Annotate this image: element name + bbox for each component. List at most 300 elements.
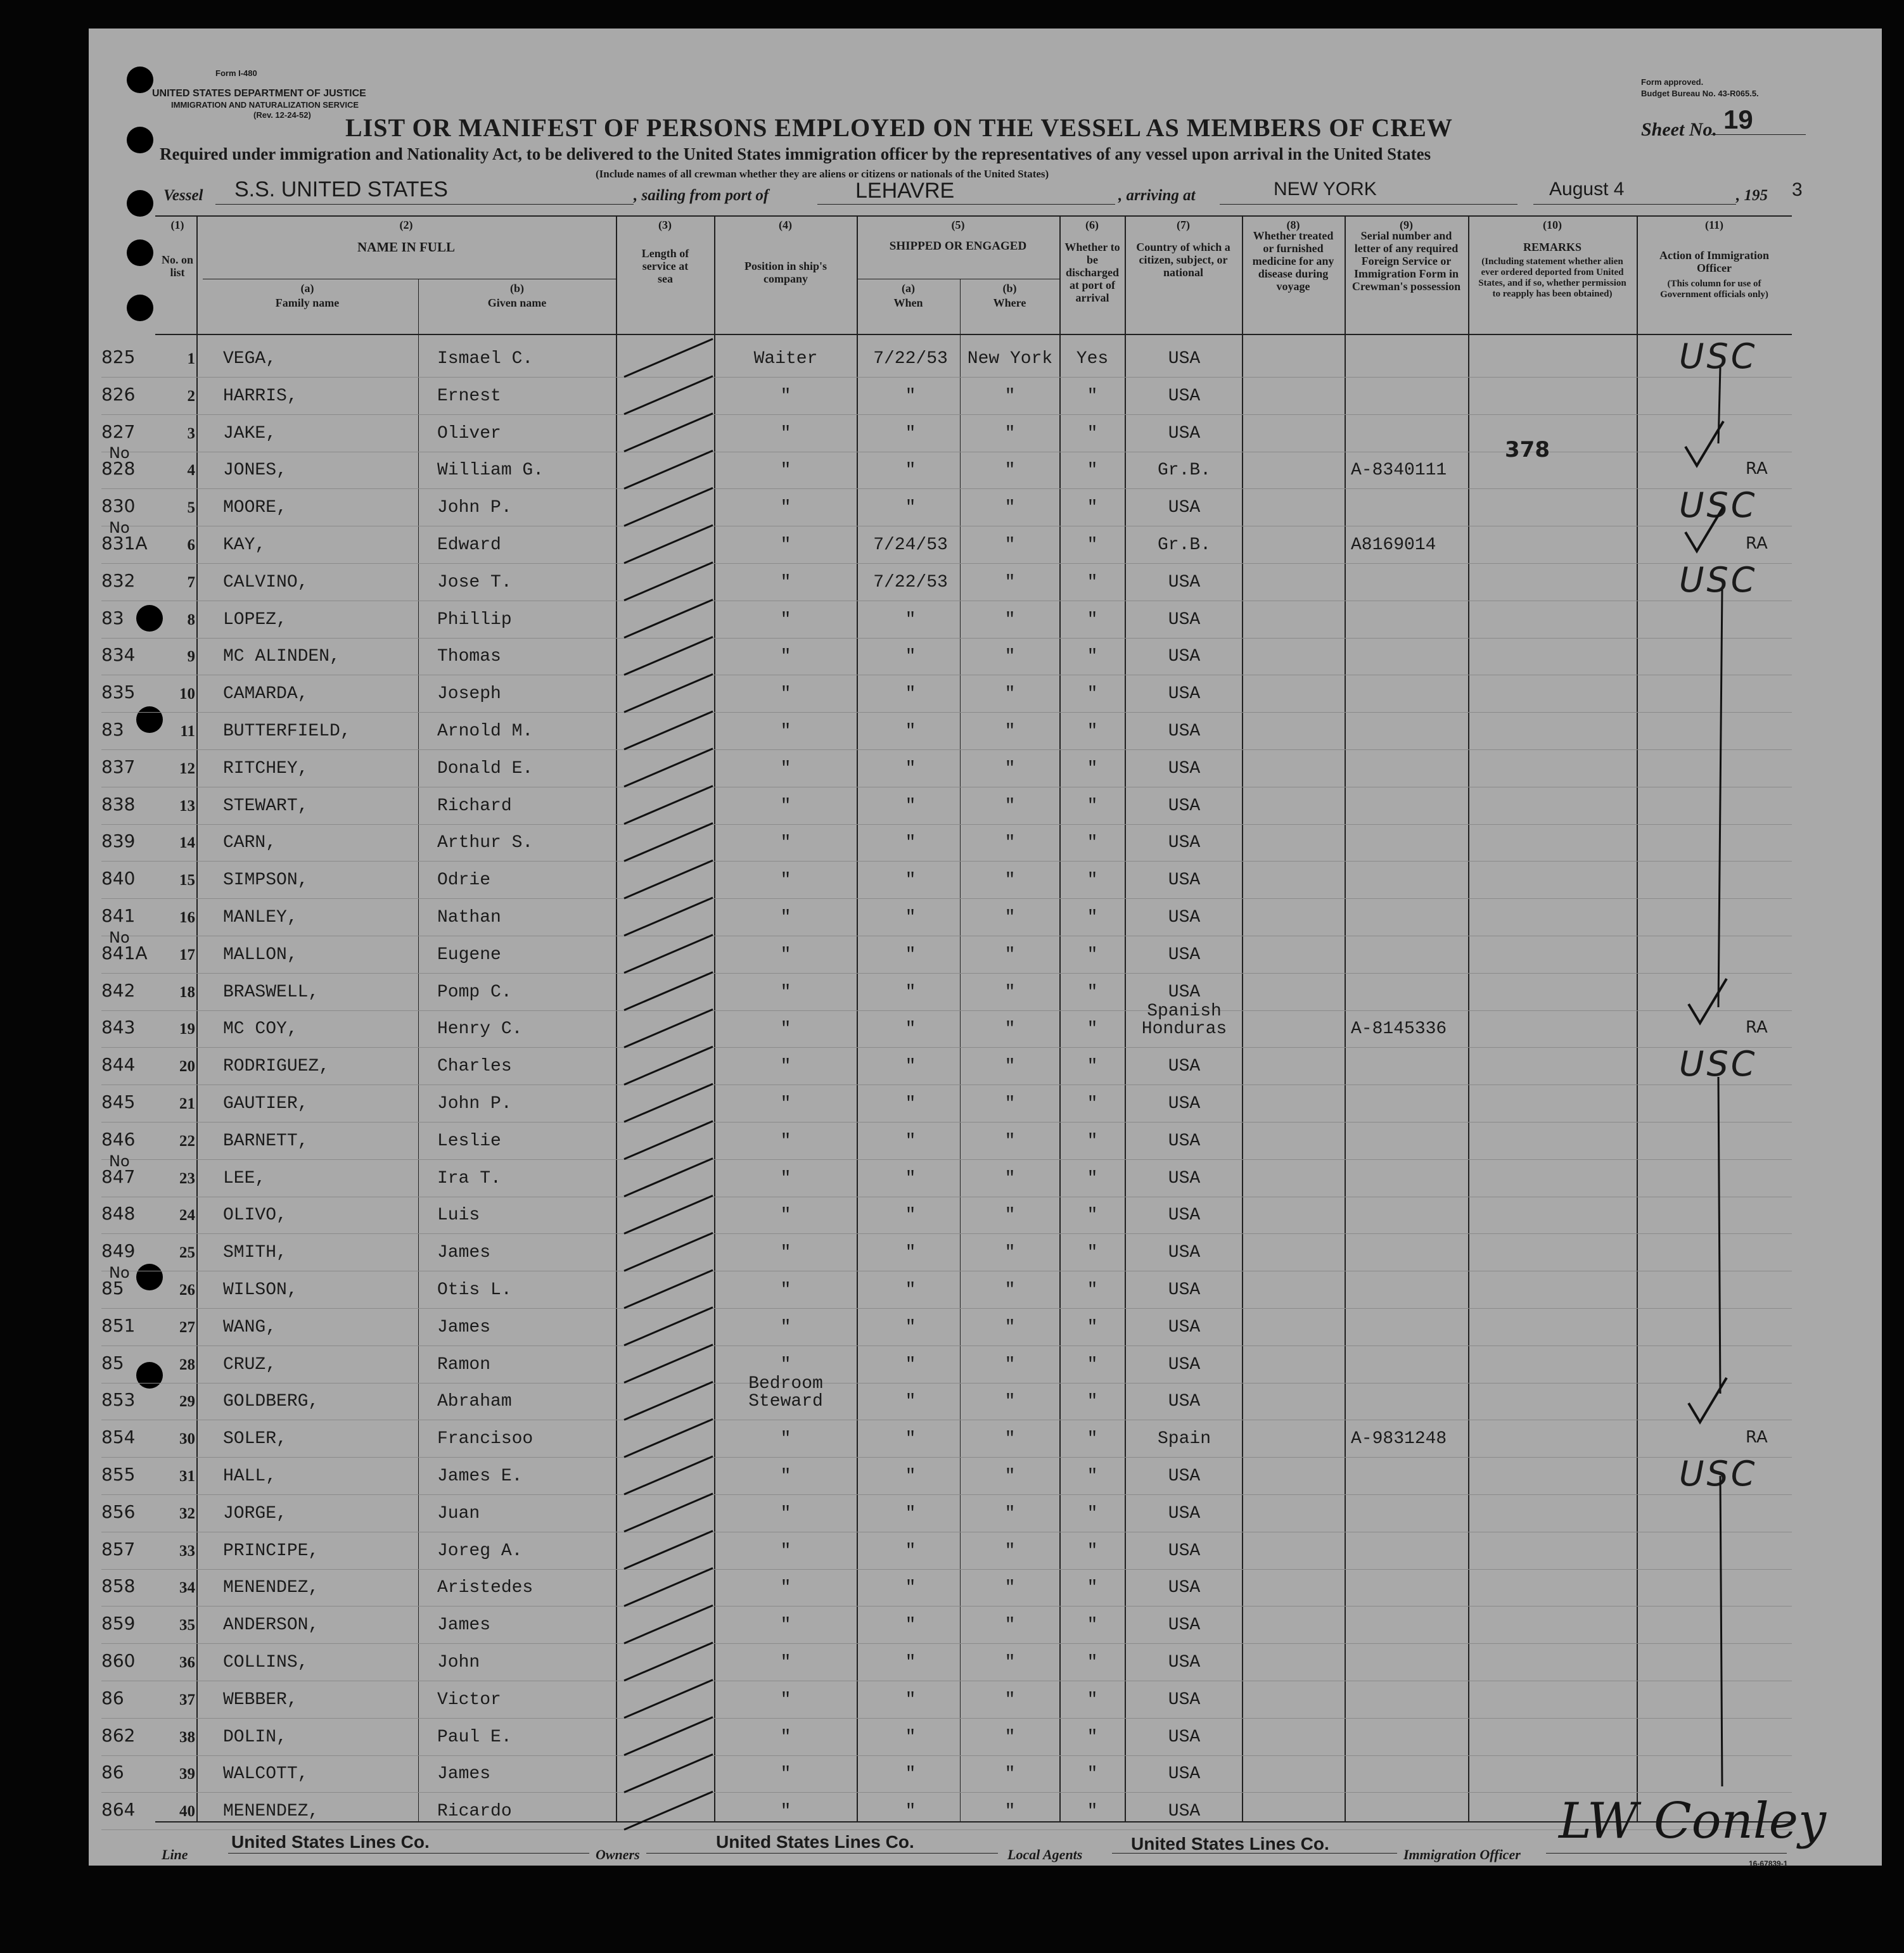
handwritten-list-number: 831A xyxy=(101,533,148,554)
cell-when: " xyxy=(905,945,916,965)
row-number: 4 xyxy=(187,462,195,480)
cell-given: John xyxy=(437,1653,480,1672)
col-header: NAME IN FULL xyxy=(357,239,455,255)
cell-family: SMITH, xyxy=(223,1243,287,1263)
cell-family: CAMARDA, xyxy=(223,684,309,704)
cell-when: " xyxy=(905,722,916,741)
col-number: (3) xyxy=(658,219,672,231)
col-number: (5) xyxy=(951,219,965,231)
handwritten-list-number: 844 xyxy=(101,1054,136,1076)
cell-discharge: " xyxy=(1087,1689,1098,1710)
cell-given: Arthur S. xyxy=(437,833,534,853)
row-number: 7 xyxy=(187,573,195,591)
subtitle: Required under immigration and Nationality Act, to be delivered to the United States immigration officer by the representatives of any vessel upon arrival in the United States xyxy=(160,144,1431,163)
cell-country: USA xyxy=(1168,758,1201,779)
cell-family: MC COY, xyxy=(223,1019,298,1040)
action-ra: RA xyxy=(1746,1428,1768,1447)
cell-position: " xyxy=(780,609,791,630)
cell-discharge: " xyxy=(1087,1354,1098,1375)
row-number: 15 xyxy=(179,872,195,889)
cell-family: CALVINO, xyxy=(223,572,309,592)
cell-given: Phillip xyxy=(437,609,512,630)
row-number: 2 xyxy=(187,387,195,405)
cell-family: LEE, xyxy=(223,1168,266,1188)
cell-serial: A-9831248 xyxy=(1351,1429,1447,1449)
col-header: When xyxy=(893,296,923,309)
cell-position: " xyxy=(780,535,791,555)
cell-where: New York xyxy=(967,349,1053,369)
cell-when: " xyxy=(905,1802,916,1822)
sheet-number: 19 xyxy=(1723,105,1753,134)
cell-discharge: " xyxy=(1087,1802,1098,1822)
cell-when: " xyxy=(905,1206,916,1226)
cell-when: " xyxy=(905,982,916,1002)
row-prefix-note: No xyxy=(109,928,130,946)
agents-label: Local Agents xyxy=(1007,1847,1083,1862)
cell-country: USA xyxy=(1168,982,1201,1002)
cell-where: " xyxy=(1004,1653,1016,1672)
cell-country: USA xyxy=(1168,1354,1201,1375)
handwritten-list-number: 83 xyxy=(101,607,124,628)
cell-country: USA xyxy=(1168,796,1201,816)
col-header: Given name xyxy=(487,296,547,309)
divider xyxy=(1112,1853,1397,1854)
cell-position: " xyxy=(780,1243,791,1263)
cell-where: " xyxy=(1004,1094,1016,1114)
col-number: (1) xyxy=(170,219,184,231)
cell-country: USA xyxy=(1168,1466,1201,1486)
cell-country: Gr.B. xyxy=(1157,461,1211,481)
cell-family: CRUZ, xyxy=(223,1354,277,1375)
cell-discharge: " xyxy=(1087,908,1098,927)
handwritten-list-number: 845 xyxy=(101,1091,136,1112)
cell-given: Charles xyxy=(437,1057,512,1077)
col-header: No. on list xyxy=(161,253,193,279)
cell-discharge: " xyxy=(1087,1429,1098,1449)
cell-position: " xyxy=(780,1689,791,1710)
cell-given: James E. xyxy=(437,1466,523,1486)
cell-when: " xyxy=(905,1615,916,1636)
year-suffix: 3 xyxy=(1792,179,1803,200)
col-number: (a) xyxy=(902,282,915,295)
cell-country: USA xyxy=(1168,1764,1201,1784)
cell-position: " xyxy=(780,1653,791,1672)
cell-country: USA xyxy=(1168,870,1201,891)
print-code: 16-67839-1 xyxy=(1749,1859,1788,1868)
cell-given: Ira T. xyxy=(437,1168,501,1188)
cell-where: " xyxy=(1004,1168,1016,1188)
cell-family: BUTTERFIELD, xyxy=(223,722,351,741)
cell-where: " xyxy=(1004,1131,1016,1151)
cell-country: USA xyxy=(1168,1541,1201,1561)
cell-discharge: " xyxy=(1087,1466,1098,1486)
cell-position: " xyxy=(780,1429,791,1449)
cell-where: " xyxy=(1004,908,1016,927)
cell-when: 7/22/53 xyxy=(873,572,948,592)
handwritten-list-number: 828 xyxy=(101,458,136,480)
col-header: Family name xyxy=(275,296,340,309)
cell-position: " xyxy=(780,1131,791,1151)
col-header: REMARKS xyxy=(1523,241,1581,253)
cell-when: " xyxy=(905,1727,916,1747)
cell-family: WALCOTT, xyxy=(223,1764,309,1784)
cell-when: " xyxy=(905,1429,916,1449)
cell-given: Thomas xyxy=(437,647,501,667)
cell-position: " xyxy=(780,647,791,667)
cell-country: USA xyxy=(1168,609,1201,630)
cell-when: 7/22/53 xyxy=(873,349,948,369)
port-from: LEHAVRE xyxy=(855,179,955,203)
row-number: 10 xyxy=(179,685,195,703)
cell-discharge: " xyxy=(1087,386,1098,406)
cell-country: USA xyxy=(1168,572,1201,592)
handwritten-list-number: 860 xyxy=(101,1650,136,1671)
cell-discharge: " xyxy=(1087,1727,1098,1747)
cell-given: Luis xyxy=(437,1206,480,1226)
row-number: 30 xyxy=(179,1430,195,1448)
cell-position: Steward xyxy=(748,1392,823,1412)
cell-discharge: " xyxy=(1087,647,1098,667)
cell-family: MENENDEZ, xyxy=(223,1802,319,1822)
service: IMMIGRATION AND NATURALIZATION SERVICE xyxy=(171,100,359,110)
cell-family: GAUTIER, xyxy=(223,1094,309,1114)
cell-given: Joreg A. xyxy=(437,1541,523,1561)
col-number: (b) xyxy=(1002,282,1017,295)
cell-where: " xyxy=(1004,461,1016,481)
cell-family: MOORE, xyxy=(223,498,287,518)
cell-where: " xyxy=(1004,1392,1016,1412)
row-number: 3 xyxy=(187,424,195,442)
cell-discharge: " xyxy=(1087,572,1098,592)
cell-country: USA xyxy=(1168,1689,1201,1710)
cell-family: DOLIN, xyxy=(223,1727,287,1747)
cell-where: " xyxy=(1004,1466,1016,1486)
row-number: 39 xyxy=(179,1765,195,1783)
action-ra: RA xyxy=(1746,1018,1768,1038)
cell-family: MC ALINDEN, xyxy=(223,647,340,667)
cell-given: Jose T. xyxy=(437,572,512,592)
handwritten-list-number: 848 xyxy=(101,1203,136,1225)
handwritten-list-number: 85 xyxy=(101,1352,124,1373)
row-number: 11 xyxy=(180,723,195,740)
sheet-label: Sheet No. xyxy=(1641,119,1717,140)
cell-position: " xyxy=(780,758,791,779)
cell-position: " xyxy=(780,945,791,965)
cell-country: USA xyxy=(1168,1727,1201,1747)
handwritten-list-number: 826 xyxy=(101,383,136,405)
row-number: 25 xyxy=(179,1244,195,1262)
cell-family: GOLDBERG, xyxy=(223,1392,319,1412)
cell-where: " xyxy=(1004,1689,1016,1710)
cell-when: " xyxy=(905,1168,916,1188)
row-number: 28 xyxy=(179,1356,195,1373)
cell-discharge: " xyxy=(1087,1317,1098,1337)
cell-discharge: " xyxy=(1087,1168,1098,1188)
handwritten-list-number: 858 xyxy=(101,1575,136,1597)
row-number: 18 xyxy=(179,983,195,1001)
cell-where: " xyxy=(1004,1317,1016,1337)
officer-signature: LW Conley xyxy=(1559,1793,1827,1850)
row-number: 33 xyxy=(179,1542,195,1560)
cell-given: Ismael C. xyxy=(437,349,534,369)
cell-when: " xyxy=(905,1392,916,1412)
handwritten-list-number: 86 xyxy=(101,1762,124,1783)
col-header: Action of Immigration Officer xyxy=(1659,249,1769,274)
cell-where: " xyxy=(1004,1354,1016,1375)
cell-family: PRINCIPE, xyxy=(223,1541,319,1561)
cell-discharge: " xyxy=(1087,1094,1098,1114)
cell-country: USA xyxy=(1168,1615,1201,1636)
col-header-note: (Including statement whether alien ever ordered deported from United States, and if so, whether permission to reapply has been obtained) xyxy=(1478,257,1626,299)
handwritten-list-number: 855 xyxy=(101,1464,136,1485)
cell-country: USA xyxy=(1168,1094,1201,1114)
cell-country: USA xyxy=(1168,647,1201,667)
cell-where: " xyxy=(1004,535,1016,555)
cell-position: " xyxy=(780,1354,791,1375)
cell-given: Ernest xyxy=(437,386,501,406)
col-number: (2) xyxy=(399,219,413,231)
row-number: 9 xyxy=(187,648,195,666)
row-number: 6 xyxy=(187,537,195,554)
row-prefix-note: No xyxy=(109,1264,130,1282)
handwritten-list-number: 854 xyxy=(101,1427,136,1448)
cell-position: Waiter xyxy=(753,349,818,369)
cell-position: " xyxy=(780,1802,791,1822)
cell-family: BRASWELL, xyxy=(223,982,319,1002)
cell-family: HALL, xyxy=(223,1466,277,1486)
row-number: 21 xyxy=(179,1095,195,1112)
cell-when: " xyxy=(905,1280,916,1300)
cell-when: " xyxy=(905,833,916,853)
col-number: (6) xyxy=(1085,219,1099,231)
cell-family: JORGE, xyxy=(223,1503,287,1524)
cell-position: " xyxy=(780,982,791,1002)
row-number: 27 xyxy=(179,1318,195,1336)
cell-family: HARRIS, xyxy=(223,386,298,406)
form-approved: Form approved. xyxy=(1641,77,1704,87)
cell-family: LOPEZ, xyxy=(223,609,287,630)
cell-given: Henry C. xyxy=(437,1019,523,1040)
cell-when: " xyxy=(905,1354,916,1375)
cell-position: " xyxy=(780,1615,791,1636)
col-number: (11) xyxy=(1705,219,1723,231)
cell-position: " xyxy=(780,1317,791,1337)
action-usc: USC xyxy=(1679,485,1758,526)
cell-when: " xyxy=(905,1578,916,1598)
row-prefix-note: No xyxy=(109,1152,130,1170)
cell-given: Oliver xyxy=(437,423,501,443)
cell-discharge: " xyxy=(1087,722,1098,741)
cell-family: CARN, xyxy=(223,833,277,853)
col-number: (9) xyxy=(1400,219,1413,231)
handwritten-list-number: 827 xyxy=(101,421,136,442)
cell-discharge: " xyxy=(1087,1578,1098,1598)
handwritten-list-number: 838 xyxy=(101,793,136,815)
row-number: 34 xyxy=(179,1579,195,1597)
handwritten-list-number: 849 xyxy=(101,1240,136,1262)
cell-country: USA xyxy=(1168,1317,1201,1337)
vessel-label: Vessel xyxy=(163,187,203,204)
cell-given: James xyxy=(437,1615,491,1636)
port-to: NEW YORK xyxy=(1274,179,1377,200)
cell-country: USA xyxy=(1168,1578,1201,1598)
cell-discharge: " xyxy=(1087,1392,1098,1412)
cell-where: " xyxy=(1004,796,1016,816)
cell-discharge: " xyxy=(1087,1653,1098,1672)
cell-given: John P. xyxy=(437,1094,512,1114)
cell-position: " xyxy=(780,1057,791,1077)
cell-country: USA xyxy=(1168,1206,1201,1226)
handwritten-list-number: 859 xyxy=(101,1613,136,1634)
cell-when: " xyxy=(905,1019,916,1040)
cell-country: USA xyxy=(1168,1802,1201,1822)
row-number: 32 xyxy=(179,1505,195,1522)
cell-when: " xyxy=(905,1057,916,1077)
handwritten-list-number: 841A xyxy=(101,942,148,964)
cell-position: " xyxy=(780,1280,791,1300)
cell-family: JONES, xyxy=(223,461,287,481)
cell-family: ANDERSON, xyxy=(223,1615,319,1636)
cell-where: " xyxy=(1004,982,1016,1002)
cell-discharge: " xyxy=(1087,1243,1098,1263)
cell-given: William G. xyxy=(437,461,544,481)
cell-country: USA xyxy=(1168,1243,1201,1263)
cell-country: USA xyxy=(1168,945,1201,965)
cell-discharge: " xyxy=(1087,1206,1098,1226)
handwritten-list-number: 837 xyxy=(101,756,136,777)
cell-when: " xyxy=(905,1243,916,1263)
cell-where: " xyxy=(1004,1764,1016,1784)
service-tick-marks xyxy=(624,339,713,1829)
cell-when: " xyxy=(905,1689,916,1710)
cell-family: WILSON, xyxy=(223,1280,298,1300)
cell-where: " xyxy=(1004,1057,1016,1077)
cell-when: " xyxy=(905,796,916,816)
handwritten-list-number: 830 xyxy=(101,495,136,517)
cell-position: " xyxy=(780,386,791,406)
row-number: 17 xyxy=(179,946,195,964)
cell-given: James xyxy=(437,1764,491,1784)
cell-where: " xyxy=(1004,572,1016,592)
cell-position: " xyxy=(780,1578,791,1598)
cell-country: USA xyxy=(1168,386,1201,406)
cell-when: " xyxy=(905,758,916,779)
cell-given: Aristedes xyxy=(437,1578,534,1598)
cell-family: RITCHEY, xyxy=(223,758,309,779)
cell-position: " xyxy=(780,870,791,891)
vessel-name: S.S. UNITED STATES xyxy=(234,177,448,201)
cell-discharge: " xyxy=(1087,1019,1098,1040)
cell-position: " xyxy=(780,1541,791,1561)
handwritten-list-number: 846 xyxy=(101,1128,136,1150)
cell-family: MENENDEZ, xyxy=(223,1578,319,1598)
cell-family: MALLON, xyxy=(223,945,298,965)
cell-family: WANG, xyxy=(223,1317,277,1337)
col-header-note: (This column for use of Government officials only) xyxy=(1660,279,1768,300)
cell-where: " xyxy=(1004,1503,1016,1524)
cell-position: " xyxy=(780,1206,791,1226)
cell-given: Eugene xyxy=(437,945,501,965)
row-number: 24 xyxy=(179,1207,195,1225)
cell-where: " xyxy=(1004,1615,1016,1636)
row-prefix-note: No xyxy=(109,444,130,462)
cell-given: James xyxy=(437,1317,491,1337)
divider xyxy=(228,1853,589,1854)
cell-when: " xyxy=(905,1466,916,1486)
cell-position: " xyxy=(780,572,791,592)
cell-country: USA xyxy=(1168,1131,1201,1151)
cell-where: " xyxy=(1004,1802,1016,1822)
cell-given: Ricardo xyxy=(437,1802,512,1822)
cell-when: " xyxy=(905,1653,916,1672)
cell-given: Juan xyxy=(437,1503,480,1524)
year-prefix: , 195 xyxy=(1736,187,1768,204)
cell-where: " xyxy=(1004,498,1016,518)
cell-position: " xyxy=(780,1168,791,1188)
cell-country: Spanish xyxy=(1147,1002,1222,1022)
cell-when: " xyxy=(905,1094,916,1114)
col-header: Where xyxy=(993,296,1026,309)
cell-discharge: " xyxy=(1087,535,1098,555)
cell-position: " xyxy=(780,461,791,481)
cell-given: Nathan xyxy=(437,908,501,927)
cell-where: " xyxy=(1004,386,1016,406)
cell-given: Donald E. xyxy=(437,758,534,779)
cell-family: JAKE, xyxy=(223,423,277,443)
action-usc: USC xyxy=(1679,1454,1758,1494)
divider xyxy=(1546,1853,1787,1854)
row-number: 5 xyxy=(187,499,195,517)
cell-country: USA xyxy=(1168,722,1201,741)
check-mark xyxy=(1685,507,1723,551)
row-number: 35 xyxy=(179,1617,195,1634)
cell-where: " xyxy=(1004,1727,1016,1747)
department: UNITED STATES DEPARTMENT OF JUSTICE xyxy=(152,88,366,99)
cell-where: " xyxy=(1004,423,1016,443)
cell-given: Edward xyxy=(437,535,501,555)
cell-where: " xyxy=(1004,1429,1016,1449)
cell-discharge: " xyxy=(1087,945,1098,965)
cell-discharge: Yes xyxy=(1076,349,1109,369)
cell-given: Arnold M. xyxy=(437,722,534,741)
cell-given: Victor xyxy=(437,1689,501,1710)
col-header: Length of service at sea xyxy=(641,247,689,285)
handwritten-list-number: 851 xyxy=(101,1314,136,1336)
handwritten-list-number: 841 xyxy=(101,905,136,926)
cell-position: " xyxy=(780,908,791,927)
cell-where: " xyxy=(1004,647,1016,667)
cell-when: " xyxy=(905,461,916,481)
cell-family: MANLEY, xyxy=(223,908,298,927)
cell-when: 7/24/53 xyxy=(873,535,948,555)
row-number: 36 xyxy=(179,1654,195,1671)
cell-position: " xyxy=(780,1094,791,1114)
remarks-note: 378 xyxy=(1505,437,1550,462)
officer-label: Immigration Officer xyxy=(1403,1847,1521,1862)
handwritten-list-number: 839 xyxy=(101,830,136,852)
col-header: Whether treated or furnished medicine for any disease during voyage xyxy=(1252,229,1334,293)
col-number: (4) xyxy=(779,219,792,231)
handwritten-list-number: 83 xyxy=(101,719,124,740)
cell-when: " xyxy=(905,498,916,518)
cell-when: " xyxy=(905,1503,916,1524)
cell-given: John P. xyxy=(437,498,512,518)
cell-where: " xyxy=(1004,684,1016,704)
row-prefix-note: No xyxy=(109,519,130,537)
row-number: 13 xyxy=(179,797,195,815)
owners-value: United States Lines Co. xyxy=(716,1832,914,1852)
action-ditto-lines xyxy=(1718,367,1722,1786)
